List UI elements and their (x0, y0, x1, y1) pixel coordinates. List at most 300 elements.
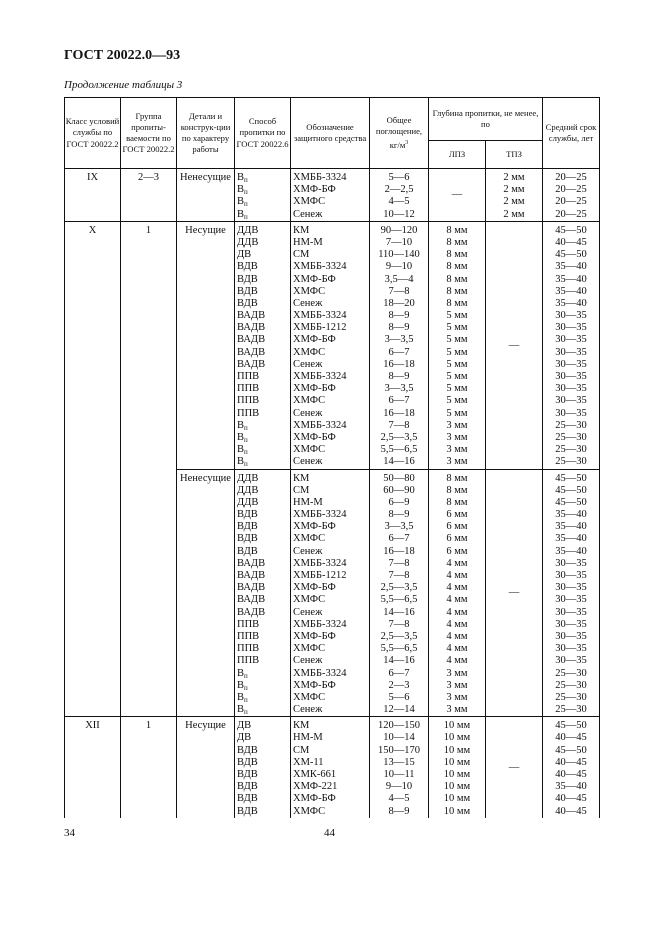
cell-service-line: 40—45 (555, 793, 587, 805)
cell-absorption-line: 110—140 (378, 249, 420, 261)
cell-lpz-line: 4 мм (446, 557, 468, 569)
cell-lpz-line: 5 мм (446, 383, 468, 395)
cell-tpz-dash: — (486, 717, 543, 818)
cell-service-line: 30—35 (555, 346, 587, 358)
cell-tpz (486, 169, 543, 222)
cell-method-line: ППВ (237, 395, 260, 407)
cell-absorption-line: 7—8 (388, 285, 410, 297)
cell-service-line: 25—30 (555, 419, 587, 431)
cell-lpz-line: 4 мм (446, 570, 468, 581)
cell-method (235, 169, 291, 222)
cell-absorption (370, 717, 429, 818)
document-title: ГОСТ 20022.0—93 (64, 48, 181, 63)
cell-absorption-line: 5—6 (388, 691, 410, 703)
header-lpz: ЛПЗ (429, 141, 486, 169)
cell-absorption-line: 14—16 (383, 456, 415, 468)
cell-lpz-line: 10 мм (443, 744, 471, 756)
cell-agent-line: Сенеж (293, 407, 323, 419)
cell-absorption-line: 9—10 (385, 261, 413, 273)
cell-parts: Ненесущие (177, 169, 235, 222)
header-parts: Детали и конструк-ции по характеру работы (177, 98, 235, 169)
cell-absorption-line: 5—6 (388, 172, 410, 183)
cell-absorption-line: 2,5—3,5 (380, 431, 418, 443)
cell-method-line: $В_п$ (237, 196, 248, 209)
cell-lpz-line: 8 мм (446, 261, 468, 273)
cell-absorption-line: 16—18 (383, 407, 415, 419)
header-group: Группа пропиты-ваемости по ГОСТ 20022.2 (121, 98, 177, 169)
cell-method-line: $В_п$ (237, 679, 248, 692)
cell-lpz-line: 10 мм (443, 732, 471, 744)
cell-agent-line: ХМББ-3324 (293, 371, 347, 382)
cell-agent-line: ХМФС (293, 196, 326, 208)
cell-method-line: ВДВ (237, 781, 258, 793)
cell-tpz-line: 2 мм (503, 208, 525, 220)
cell-lpz-line: 8 мм (446, 484, 468, 496)
cell-absorption-line: 3—3,5 (384, 334, 414, 346)
cell-group: 1 (121, 221, 177, 469)
cell-lpz-line: 3 мм (446, 419, 468, 431)
cell-agent-line: ХМФ-БФ (293, 521, 336, 533)
cell-service-line: 45—50 (555, 496, 587, 508)
cell-absorption-line: 5,5—6,5 (380, 594, 418, 606)
cell-lpz-line: 6 мм (446, 545, 468, 557)
cell-absorption-line: 150—170 (378, 744, 420, 756)
cell-absorption-line: 7—8 (388, 557, 410, 569)
cell-parts: Ненесущие (177, 469, 235, 717)
cell-class (65, 469, 121, 717)
cell-lpz-line: 4 мм (446, 582, 468, 594)
cell-method-line: ППВ (237, 630, 260, 642)
cell-absorption-line: 50—80 (383, 472, 415, 484)
cell-service-line: 25—30 (555, 667, 587, 679)
cell-service-line: 45—50 (555, 249, 587, 261)
cell-lpz-line: 8 мм (446, 297, 468, 309)
cell-lpz-line: 4 мм (446, 606, 468, 618)
cell-lpz-line: 8 мм (446, 236, 468, 248)
cell-class: X (65, 221, 121, 469)
cell-method-line: ДВ (237, 249, 252, 261)
cell-absorption-line: 7—10 (385, 236, 413, 248)
cell-service-line: 45—50 (555, 720, 587, 732)
cell-service-line: 35—40 (555, 521, 587, 533)
cell-service-line: 30—35 (555, 334, 587, 346)
cell-service-line: 45—50 (555, 744, 587, 756)
cell-service-line: 30—35 (555, 557, 587, 569)
cell-absorption-line: 7—8 (388, 419, 410, 431)
cell-method-line: $В_п$ (237, 172, 248, 184)
cell-absorption-line: 2,5—3,5 (380, 582, 418, 594)
header-method: Способ пропитки по ГОСТ 20022.6 (235, 98, 291, 169)
cell-agent-line: ХМФС (293, 643, 326, 655)
cell-group: 1 (121, 717, 177, 818)
cell-lpz-line: 4 мм (446, 594, 468, 606)
cell-agent-line: ХМББ-1212 (293, 570, 347, 581)
cell-service-line: 40—45 (555, 236, 587, 248)
header-service: Средний срок службы, лет (543, 98, 600, 169)
cell-agent-line: Сенеж (293, 297, 323, 309)
cell-absorption-line: 8—9 (388, 509, 410, 521)
cell-absorption-line: 2—3 (388, 679, 410, 691)
page-number-left: 34 (64, 827, 75, 839)
cell-lpz-line: 8 мм (446, 249, 468, 261)
cell-agent (291, 717, 370, 818)
cell-absorption-line: 7—8 (388, 570, 410, 581)
cell-absorption (370, 469, 429, 717)
cell-method-line: ДДВ (237, 496, 259, 508)
cell-agent-line: ХМФ-БФ (293, 334, 336, 346)
cell-agent-line: Сенеж (293, 655, 323, 667)
cell-agent-line: Сенеж (293, 545, 323, 557)
cell-method-line: ДДВ (237, 472, 259, 484)
cell-service-line: 30—35 (555, 643, 587, 655)
cell-agent-line: ХМФС (293, 346, 326, 358)
cell-service-line: 30—35 (555, 606, 587, 618)
cell-method-line: ВАДВ (237, 310, 266, 322)
cell-service (543, 221, 600, 469)
cell-method-line: ВДВ (237, 261, 258, 273)
cell-agent-line: ХМББ-1212 (293, 322, 347, 334)
cell-absorption-line: 10—11 (383, 769, 415, 780)
cell-absorption-line: 60—90 (383, 484, 415, 496)
cell-method-line: $В_п$ (237, 704, 248, 717)
cell-lpz-line: 8 мм (446, 496, 468, 508)
cell-lpz-line: 6 мм (446, 521, 468, 533)
table-group-row (65, 169, 600, 222)
page-number-center: 44 (324, 827, 335, 839)
cell-method-line: ВДВ (237, 297, 258, 309)
cell-method-line: ВАДВ (237, 322, 266, 334)
cell-service-line: 25—30 (555, 431, 587, 443)
cell-agent-line: Сенеж (293, 456, 323, 468)
cell-agent-line: ХМФС (293, 691, 326, 703)
cell-lpz-dash: — (429, 169, 486, 222)
cell-service-line: 35—40 (555, 781, 587, 793)
header-tpz: ТПЗ (486, 141, 543, 169)
cell-agent-line: Сенеж (293, 606, 323, 618)
cell-agent-line: ХМФС (293, 594, 326, 606)
cell-group (121, 469, 177, 717)
cell-service (543, 469, 600, 717)
cell-absorption-line: 3—3,5 (384, 383, 414, 395)
cell-method-line: $В_п$ (237, 444, 248, 457)
cell-agent-line: НМ-М (293, 732, 323, 744)
cell-agent-line: Сенеж (293, 704, 323, 716)
cell-absorption-line: 16—18 (383, 358, 415, 370)
cell-agent-line: ХМФ-БФ (293, 630, 336, 642)
cell-absorption-line: 6—7 (388, 346, 410, 358)
cell-lpz-line: 10 мм (443, 781, 471, 793)
cell-service-line: 40—45 (555, 756, 587, 768)
cell-lpz-line: 5 мм (446, 322, 468, 334)
cell-service (543, 169, 600, 222)
cell-agent-line: Сенеж (293, 208, 323, 220)
cell-method-line: ВДВ (237, 533, 258, 545)
cell-method-line: $В_п$ (237, 691, 248, 704)
cell-absorption-line: 4—5 (388, 196, 410, 208)
cell-service-line: 45—50 (555, 472, 587, 484)
cell-service-line: 30—35 (555, 371, 587, 382)
cell-method (235, 469, 291, 717)
cell-service-line: 40—45 (555, 805, 587, 817)
cell-lpz-line: 8 мм (446, 472, 468, 484)
cell-agent (291, 169, 370, 222)
cell-service (543, 717, 600, 818)
cell-method-line: ДВ (237, 720, 252, 732)
cell-method-line: ВДВ (237, 805, 258, 817)
cell-agent-line: НМ-М (293, 496, 323, 508)
cell-lpz-line: 4 мм (446, 630, 468, 642)
cell-lpz-line: 6 мм (446, 533, 468, 545)
cell-absorption-line: 8—9 (388, 310, 410, 322)
cell-service-line: 35—40 (555, 297, 587, 309)
cell-service-line: 25—30 (555, 444, 587, 456)
cell-service-line: 30—35 (555, 582, 587, 594)
cell-method-line: ППВ (237, 618, 260, 630)
cell-method-line: ВАДВ (237, 334, 266, 346)
cell-lpz-line: 10 мм (443, 769, 471, 780)
cell-method-line: ВАДВ (237, 557, 266, 569)
cell-method-line: ВДВ (237, 793, 258, 805)
cell-method-line: ВДВ (237, 509, 258, 521)
cell-method-line: ППВ (237, 655, 260, 667)
cell-method-line: ДДВ (237, 236, 259, 248)
table-group-row (65, 717, 600, 818)
cell-tpz-line: 2 мм (503, 196, 525, 208)
continuation-note: Продолжение таблицы 3 (64, 79, 183, 91)
cell-method-line: ВАДВ (237, 358, 266, 370)
cell-service-line: 20—25 (555, 196, 587, 208)
cell-absorption (370, 221, 429, 469)
cell-absorption-line: 13—15 (383, 756, 415, 768)
cell-absorption-line: 14—16 (383, 606, 415, 618)
cell-agent-line: КМ (293, 472, 310, 484)
cell-service-line: 40—45 (555, 732, 587, 744)
cell-agent-line: ХМФС (293, 444, 326, 456)
cell-agent-line: ХМББ-3324 (293, 667, 347, 679)
cell-absorption-line: 8—9 (388, 322, 410, 334)
cell-service-line: 45—50 (555, 224, 587, 236)
cell-agent-line: ХМФ-БФ (293, 582, 336, 594)
cell-service-line: 30—35 (555, 310, 587, 322)
cell-lpz-line: 4 мм (446, 618, 468, 630)
cell-absorption-line: 120—150 (378, 720, 420, 732)
cell-method-line: ППВ (237, 643, 260, 655)
cell-agent-line: ХМФ-БФ (293, 793, 336, 805)
cell-lpz-line: 8 мм (446, 285, 468, 297)
cell-service-line: 20—25 (555, 184, 587, 196)
cell-absorption-line: 3—3,5 (384, 521, 414, 533)
cell-tpz-line: 2 мм (503, 172, 525, 183)
cell-method-line: ППВ (237, 407, 260, 419)
cell-agent-line: ХМФС (293, 285, 326, 297)
cell-absorption-line: 4—5 (388, 793, 410, 805)
cell-service-line: 35—40 (555, 273, 587, 285)
cell-absorption-line: 8—9 (388, 371, 410, 382)
cell-service-line: 30—35 (555, 618, 587, 630)
cell-absorption-line: 16—18 (383, 545, 415, 557)
cell-method-line: $В_п$ (237, 667, 248, 680)
cell-service-line: 25—30 (555, 691, 587, 703)
cell-absorption-line: 6—7 (388, 533, 410, 545)
cell-absorption-line: 2,5—3,5 (380, 630, 418, 642)
cell-class: IX (65, 169, 121, 222)
cell-absorption-line: 3,5—4 (384, 273, 414, 285)
cell-class: XII (65, 717, 121, 818)
cell-agent-line: ХМББ-3324 (293, 261, 347, 273)
cell-lpz-line: 5 мм (446, 346, 468, 358)
cell-agent-line: СМ (293, 249, 310, 261)
cell-agent-line: Сенеж (293, 358, 323, 370)
cell-method-line: ВДВ (237, 521, 258, 533)
cell-lpz-line: 6 мм (446, 509, 468, 521)
cell-service-line: 30—35 (555, 395, 587, 407)
impregnation-table (64, 97, 600, 818)
cell-lpz-line: 4 мм (446, 655, 468, 667)
cell-method-line: $В_п$ (237, 456, 248, 469)
cell-absorption-line: 14—16 (383, 655, 415, 667)
cell-method-line: ВАДВ (237, 346, 266, 358)
cell-method-line: ВДВ (237, 769, 258, 780)
cell-service-line: 30—35 (555, 358, 587, 370)
cell-method-line: ППВ (237, 383, 260, 395)
cell-service-line: 30—35 (555, 594, 587, 606)
cell-lpz-line: 4 мм (446, 643, 468, 655)
cell-tpz-dash: — (486, 221, 543, 469)
cell-lpz-line: 8 мм (446, 224, 468, 236)
cell-absorption-line: 6—7 (388, 667, 410, 679)
cell-lpz-line: 5 мм (446, 371, 468, 382)
cell-agent-line: СМ (293, 744, 310, 756)
cell-method-line: ВАДВ (237, 582, 266, 594)
cell-service-line: 35—40 (555, 545, 587, 557)
header-absorption: Общее поглощение, $кг/м^3$ (370, 98, 429, 169)
cell-lpz-line: 3 мм (446, 431, 468, 443)
cell-lpz-line: 5 мм (446, 310, 468, 322)
cell-parts: Несущие (177, 717, 235, 818)
cell-absorption-line: 6—9 (388, 496, 410, 508)
cell-agent-line: СМ (293, 484, 310, 496)
cell-service-line: 30—35 (555, 322, 587, 334)
cell-lpz-line: 10 мм (443, 805, 471, 817)
table-group-row (65, 221, 600, 469)
cell-lpz-line: 5 мм (446, 334, 468, 346)
cell-agent-line: ХМФС (293, 395, 326, 407)
cell-agent-line: ХМК-661 (293, 769, 337, 780)
cell-agent-line: ХМФ-БФ (293, 679, 336, 691)
cell-method-line: $В_п$ (237, 419, 248, 432)
cell-absorption-line: 6—7 (388, 395, 410, 407)
cell-agent-line: ХМББ-3324 (293, 618, 347, 630)
cell-agent-line: ХМФ-БФ (293, 431, 336, 443)
cell-method-line: ВАДВ (237, 594, 266, 606)
cell-method-line: $В_п$ (237, 431, 248, 444)
cell-tpz-dash: — (486, 469, 543, 717)
cell-lpz-line: 3 мм (446, 679, 468, 691)
cell-lpz-line: 3 мм (446, 444, 468, 456)
cell-service-line: 40—45 (555, 769, 587, 780)
cell-method-line: ВДВ (237, 756, 258, 768)
cell-agent (291, 469, 370, 717)
header-class: Класс условий службы по ГОСТ 20022.2 (65, 98, 121, 169)
cell-lpz-line: 3 мм (446, 704, 468, 716)
cell-group: 2—3 (121, 169, 177, 222)
cell-absorption (370, 169, 429, 222)
cell-method-line: ВДВ (237, 273, 258, 285)
cell-lpz-line: 10 мм (443, 720, 471, 732)
cell-method-line: ВАДВ (237, 570, 266, 581)
cell-agent-line: ХМББ-3324 (293, 310, 347, 322)
cell-lpz (429, 717, 486, 818)
cell-agent-line: ХМББ-3324 (293, 172, 347, 183)
cell-method (235, 717, 291, 818)
cell-lpz (429, 221, 486, 469)
cell-absorption-line: 8—9 (388, 805, 410, 817)
cell-service-line: 30—35 (555, 383, 587, 395)
cell-absorption-line: 9—10 (385, 781, 413, 793)
cell-agent-line: ХМББ-3324 (293, 557, 347, 569)
cell-agent-line: ХМББ-3324 (293, 509, 347, 521)
cell-lpz (429, 469, 486, 717)
cell-service-line: 25—30 (555, 679, 587, 691)
cell-method-line: ВДВ (237, 285, 258, 297)
cell-absorption-line: 10—12 (383, 208, 415, 220)
table-group-row (65, 469, 600, 717)
header-depth: Глубина пропитки, не менее, по (429, 98, 543, 141)
cell-agent-line: ХМББ-3324 (293, 419, 347, 431)
cell-method-line: ВДВ (237, 545, 258, 557)
cell-absorption-line: 18—20 (383, 297, 415, 309)
cell-method-line: ВАДВ (237, 606, 266, 618)
cell-service-line: 25—30 (555, 456, 587, 468)
cell-agent (291, 221, 370, 469)
cell-absorption-line: 7—8 (388, 618, 410, 630)
cell-method (235, 221, 291, 469)
cell-lpz-line: 5 мм (446, 358, 468, 370)
cell-agent-line: ХМФС (293, 805, 326, 817)
cell-lpz-line: 3 мм (446, 691, 468, 703)
cell-service-line: 20—25 (555, 208, 587, 220)
cell-agent-line: ХМФ-221 (293, 781, 338, 793)
cell-service-line: 35—40 (555, 533, 587, 545)
cell-parts: Несущие (177, 221, 235, 469)
cell-agent-line: НМ-М (293, 236, 323, 248)
cell-lpz-line: 5 мм (446, 395, 468, 407)
cell-absorption-line: 2—2,5 (384, 184, 414, 196)
cell-method-line: ВДВ (237, 744, 258, 756)
cell-absorption-line: 10—14 (383, 732, 415, 744)
cell-service-line: 35—40 (555, 509, 587, 521)
cell-absorption-line: 90—120 (380, 224, 418, 236)
cell-lpz-line: 5 мм (446, 407, 468, 419)
cell-method-line: ППВ (237, 371, 260, 382)
cell-agent-line: ХМ-11 (293, 756, 324, 768)
cell-agent-line: ХМФ-БФ (293, 273, 336, 285)
cell-method-line: $В_п$ (237, 184, 248, 197)
cell-tpz-line: 2 мм (503, 184, 525, 196)
cell-service-line: 20—25 (555, 172, 587, 183)
cell-lpz-line: 10 мм (443, 793, 471, 805)
cell-lpz-line: 10 мм (443, 756, 471, 768)
cell-absorption-line: 12—14 (383, 704, 415, 716)
cell-method-line: ДДВ (237, 224, 259, 236)
cell-service-line: 30—35 (555, 630, 587, 642)
cell-agent-line: ХМФ-БФ (293, 184, 336, 196)
cell-service-line: 30—35 (555, 407, 587, 419)
cell-service-line: 30—35 (555, 655, 587, 667)
cell-lpz-line: 3 мм (446, 456, 468, 468)
cell-method-line: $В_п$ (237, 208, 248, 221)
cell-lpz-line: 8 мм (446, 273, 468, 285)
